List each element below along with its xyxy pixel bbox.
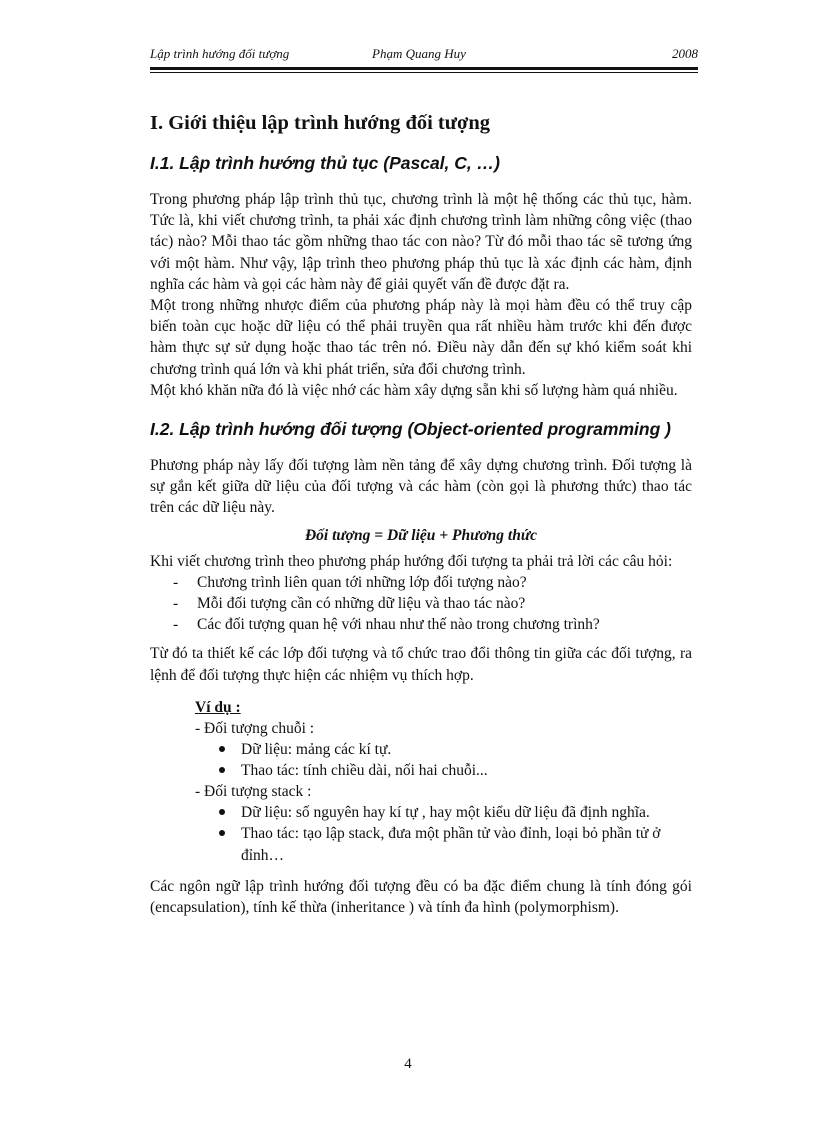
list-item: Dữ liệu: số nguyên hay kí tự , hay một kiểu dữ liệu đã định nghĩa.	[195, 802, 692, 823]
paragraph: Phương pháp này lấy đối tượng làm nền tảng để xây dựng chương trình. Đối tượng là sự gắn kết giữa dữ liệu của đối tượng và các hàm (còn gọi là phương thức) thao tác trên các dữ liệu này.	[150, 457, 692, 517]
oop-formula: Đối tượng = Dữ liệu + Phương thức	[304, 526, 538, 544]
bullet-icon	[219, 746, 225, 752]
page-header	[150, 46, 698, 64]
bullet-icon	[219, 767, 225, 773]
list-item: - Các đối tượng quan hệ với nhau như thế nào trong chương trình?	[173, 616, 600, 634]
subsection-title-procedural: I.1. Lập trình hướng thủ tục (Pascal, C, …)	[150, 153, 500, 173]
bullet-icon	[219, 830, 225, 836]
bullet-list	[195, 802, 692, 866]
paragraph: Khi viết chương trình theo phương pháp hướng đối tượng ta phải trả lời các câu hỏi:	[150, 552, 673, 570]
list-item: - Chương trình liên quan tới những lớp đối tượng nào?	[173, 573, 527, 591]
section-title: I. Giới thiệu lập trình hướng đối tượng	[150, 112, 491, 134]
example-object-string: - Đối tượng chuỗi :	[195, 719, 315, 737]
bullet-list	[195, 739, 692, 781]
list-item: Thao tác: tạo lập stack, đưa một phần tử vào đỉnh, loại bỏ phần tử ở đỉnh…	[195, 823, 692, 865]
header-rule-thin	[150, 72, 698, 73]
page-body	[150, 110, 692, 918]
subsection-title-oop: I.2. Lập trình hướng đối tượng (Object-oriented programming )	[150, 419, 671, 440]
list-item: Dữ liệu: mảng các kí tự.	[195, 739, 692, 760]
paragraph: Các ngôn ngữ lập trình hướng đối tượng đều có ba đặc điểm chung là tính đóng gói (encapsulation), tính kế thừa (inheritance ) và tính đa hình (polymorphism).	[150, 877, 692, 917]
list-item: Thao tác: tính chiều dài, nối hai chuỗi...	[195, 760, 692, 781]
header-author: Phạm Quang Huy	[372, 46, 466, 61]
paragraph: Từ đó ta thiết kế các lớp đối tượng và tổ chức trao đổi thông tin giữa các đối tượng, ra lệnh để đối tượng thực hiện các nhiệm vụ thích hợp.	[150, 645, 692, 684]
header-rule-thick	[150, 67, 698, 70]
header-book-title: Lập trình hướng đối tượng	[150, 46, 290, 61]
example-object-stack: - Đối tượng stack :	[195, 783, 312, 801]
header-year: 2008	[672, 46, 698, 61]
example-block	[150, 698, 692, 866]
paragraph: Một khó khăn nữa đó là việc nhớ các hàm xây dựng sẵn khi số lượng hàm quá nhiều.	[150, 381, 678, 399]
bullet-icon	[219, 809, 225, 815]
paragraph: Một trong những nhược điểm của phương pháp này là mọi hàm đều có thể truy cập biến toàn cục hoặc dữ liệu có thể phải truyền qua rất nhiều hàm trước khi đến được hàm thực sự sử dụng hoặc thao tác trên nó. Điều này dẫn đến sự khó kiểm soát khi chương trình quá lớn và khi phát triển, sửa đổi chương trình.	[150, 297, 692, 378]
page-number: 4	[404, 1056, 412, 1072]
question-list	[150, 572, 692, 636]
paragraph: Trong phương pháp lập trình thủ tục, chương trình là một hệ thống các thủ tục, hàm. Tức là, khi viết chương trình, ta phải xác định chương trình làm những công việc (thao tác) nào? Mỗi thao tác gồm những thao tác con nào? Từ đó mỗi thao tác sẽ tương ứng với một hàm. Như vậy, lập trình theo phương pháp thủ tục là xác định các hàm, định nghĩa các hàm và gọi các hàm này để giải quyết vấn đề được đặt ra.	[150, 191, 692, 293]
list-item: - Mỗi đối tượng cần có những dữ liệu và thao tác nào?	[173, 595, 526, 613]
example-title: Ví dụ :	[195, 698, 241, 716]
